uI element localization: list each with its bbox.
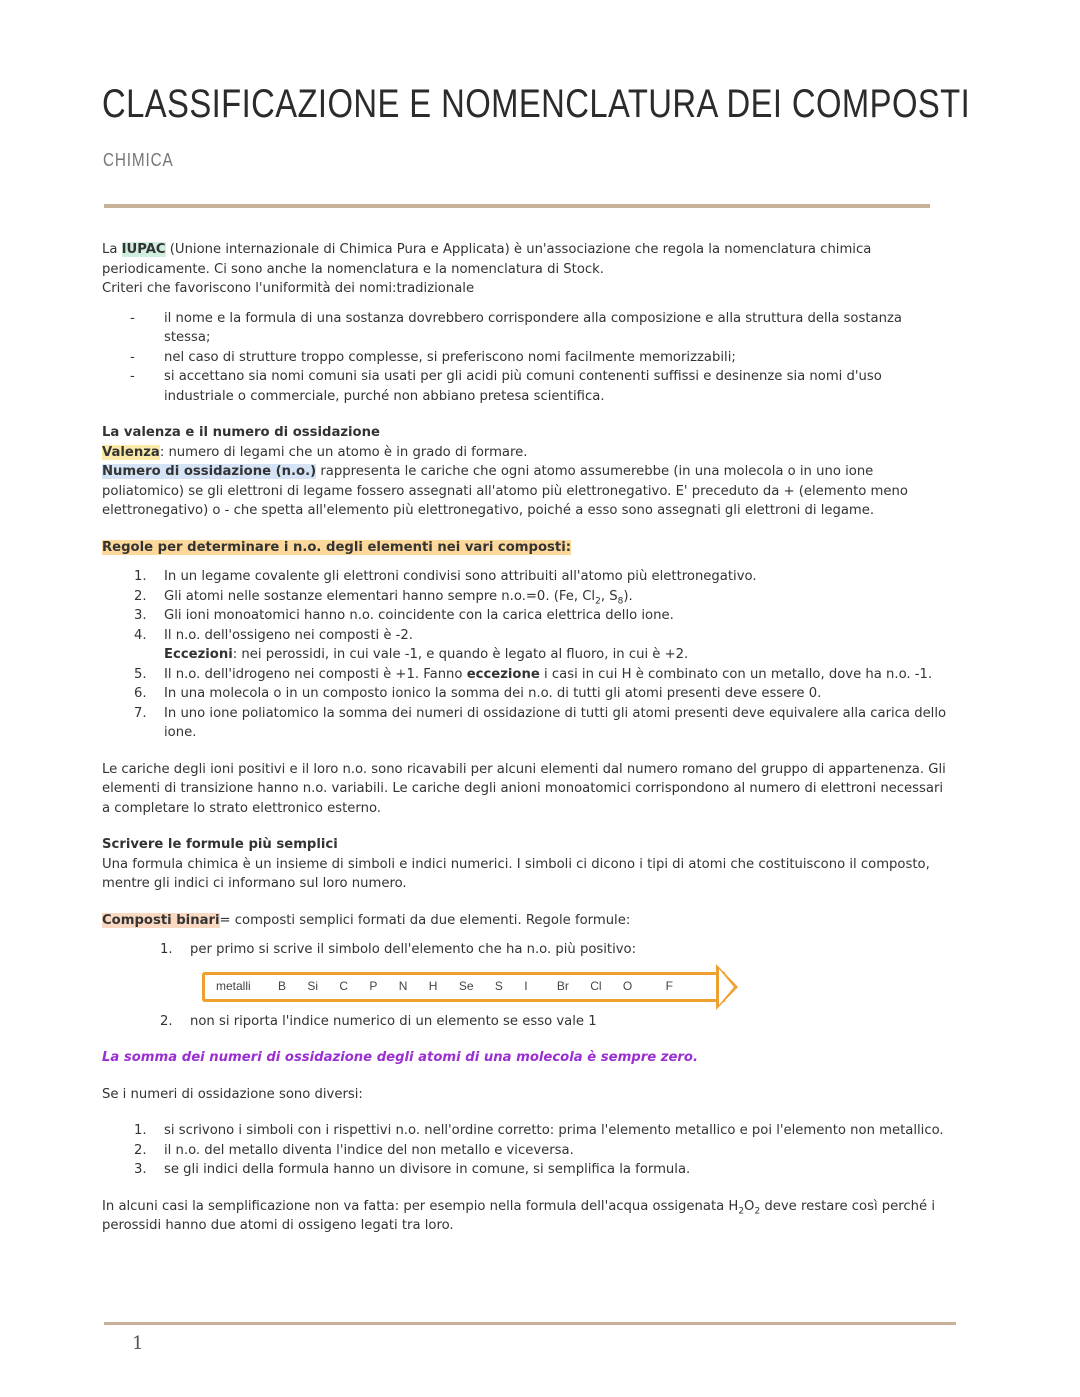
element-label: B bbox=[278, 978, 287, 993]
element-label: I bbox=[524, 978, 528, 993]
list-item: 3. se gli indici della formula hanno un divisore in comune, si semplifica la formula. bbox=[134, 1162, 691, 1177]
list-item: 1. In un legame covalente gli elettroni condivisi sono attribuiti all'atomo più elettronegativo. bbox=[134, 569, 757, 584]
document-body bbox=[102, 240, 952, 1236]
binari-list bbox=[102, 940, 952, 960]
element-label: C bbox=[339, 978, 349, 993]
list-item: - si accettano sia nomi comuni sia usati per gli acidi più comuni contenenti suffissi e desinenze sia nomi d'uso industriale o commerciale, purché non abbiano pretesa scientifica. bbox=[164, 367, 952, 406]
list-item: 2. Gli atomi nelle sostanze elementari hanno sempre n.o.=0. (Fe, $Cl_2$, $S_8$). bbox=[134, 588, 633, 607]
intro-paragraph: La IUPAC (Unione internazionale di Chimica Pura e Applicata) è un'associazione che regola la nomenclatura chimica periodicamente. Ci sono anche la nomenclatura e la nomenclatura di Stock. bbox=[102, 242, 872, 277]
criteria-intro: Criteri che favoriscono l'uniformità dei nomi:tradizionale bbox=[102, 281, 475, 296]
header-divider bbox=[104, 204, 930, 208]
list-item: 1. per primo si scrive il simbolo dell'elemento che ha n.o. più positivo: bbox=[160, 942, 637, 957]
valenza-term: Valenza bbox=[102, 444, 160, 460]
binari-list-cont bbox=[102, 1012, 952, 1032]
list-item: 4. Il n.o. dell'ossigeno nei composti è -2. bbox=[134, 627, 414, 643]
list-item: 5. Il n.o. dell'idrogeno nei composti è +1. Fanno eccezione i casi in cui H è combinato con un metallo, dove ha n.o. -1. bbox=[134, 666, 933, 682]
list-item: 7. In uno ione poliatomico la somma dei numeri di ossidazione di tutti gli atomi presenti deve equivalere alla carica dello ione. bbox=[134, 705, 947, 740]
no-term: Numero di ossidazione (n.o.) bbox=[102, 464, 317, 479]
regole-heading: Regole per determinare i n.o. degli elementi nei vari composti: bbox=[102, 539, 571, 555]
valenza-definition: Valenza: numero di legami che un atomo è in grado di formare. bbox=[102, 444, 528, 460]
document-title: CLASSIFICAZIONE E NOMENCLATURA DEI COMPOSTI bbox=[102, 82, 971, 126]
document-subtitle: CHIMICA bbox=[103, 150, 174, 170]
element-label: F bbox=[665, 978, 673, 993]
element-label: Si bbox=[307, 978, 319, 993]
valenza-heading: La valenza e il numero di ossidazione bbox=[102, 425, 380, 440]
list-item: 2. non si riporta l'indice numerico di un elemento se esso vale 1 bbox=[160, 1013, 597, 1029]
element-label: H bbox=[428, 978, 438, 993]
binari-term: Composti binari bbox=[102, 912, 220, 928]
iupac-highlight: IUPAC bbox=[121, 242, 166, 257]
cariche-paragraph: Le cariche degli ioni positivi e il loro n.o. sono ricavabili per alcuni elementi dal numero romano del gruppo di appartenenza. Gli elementi di transizione hanno n.o. variabili. Le cariche degli anioni monoatomici corrispondono al numero di elettroni necessari a completare lo strato elettronico esterno. bbox=[102, 761, 946, 816]
element-label: O bbox=[622, 978, 633, 993]
element-label: metalli bbox=[216, 978, 251, 993]
somma-statement: La somma dei numeri di ossidazione degli atomi di una molecola è sempre zero. bbox=[102, 1050, 698, 1065]
list-item: 6. In una molecola o in un composto ionico la somma dei n.o. di tutti gli atomi presenti deve essere 0. bbox=[134, 686, 822, 701]
element-label: N bbox=[398, 978, 408, 993]
footer-divider bbox=[104, 1322, 956, 1325]
element-label: S bbox=[494, 978, 503, 993]
element-label: Se bbox=[458, 978, 474, 993]
regole-list bbox=[102, 567, 952, 743]
element-sequence bbox=[216, 977, 691, 997]
list-item-continuation: Eccezioni: nei perossidi, in cui vale -1, e quando è legato al fluoro, in cui è +2. bbox=[164, 647, 689, 662]
element-label: Br bbox=[556, 978, 569, 993]
element-label: P bbox=[369, 978, 378, 993]
list-item: - il nome e la formula di una sostanza dovrebbero corrispondere alla composizione e alla struttura della sostanza stessa; bbox=[164, 309, 952, 348]
diversi-intro: Se i numeri di ossidazione sono diversi: bbox=[102, 1086, 363, 1102]
list-item: 1. si scrivono i simboli con i rispettivi n.o. nell'ordine corretto: prima l'elemento metallico e poi l'elemento non metallico. bbox=[134, 1123, 944, 1138]
list-item: 2. il n.o. del metallo diventa l'indice del non metallo e viceversa. bbox=[134, 1142, 574, 1158]
binari-paragraph: Composti binari= composti semplici formati da due elementi. Regole formule: bbox=[102, 912, 631, 928]
eccezione-paragraph: In alcuni casi la semplificazione non va fatta: per esempio nella formula dell'acqua ossigenata $H_2O_2$ deve restare così perché i perossidi hanno due atomi di ossigeno legati tra loro. bbox=[102, 1198, 936, 1233]
electronegativity-arrow bbox=[202, 964, 952, 1010]
criteria-list bbox=[102, 309, 952, 407]
formule-paragraph: Una formula chimica è un insieme di simboli e indici numerici. I simboli ci dicono i tipi di atomi che costituiscono il composto, mentre gli indici ci informano sul loro numero. bbox=[102, 856, 930, 891]
diversi-list bbox=[102, 1121, 952, 1180]
page-number: 1 bbox=[132, 1333, 144, 1354]
list-item: 3. Gli ioni monoatomici hanno n.o. coincidente con la carica elettrica dello ione. bbox=[134, 608, 674, 623]
list-item: - nel caso di strutture troppo complesse, si preferiscono nomi facilmente memorizzabili; bbox=[164, 348, 952, 368]
no-definition: Numero di ossidazione (n.o.) rappresenta le cariche che ogni atomo assumerebbe (in una molecola o in uno ione poliatomico) se gli elettroni di legame fossero assegnati all'atomo più elettronegativo. E' preceduto da + (elemento meno elettronegativo) o - che spetta all'elemento più elettronegativo, poiché a esso sono assegnati gli elettroni di legame. bbox=[102, 464, 908, 518]
element-label: Cl bbox=[590, 978, 602, 993]
formule-heading: Scrivere le formule più semplici bbox=[102, 837, 338, 852]
